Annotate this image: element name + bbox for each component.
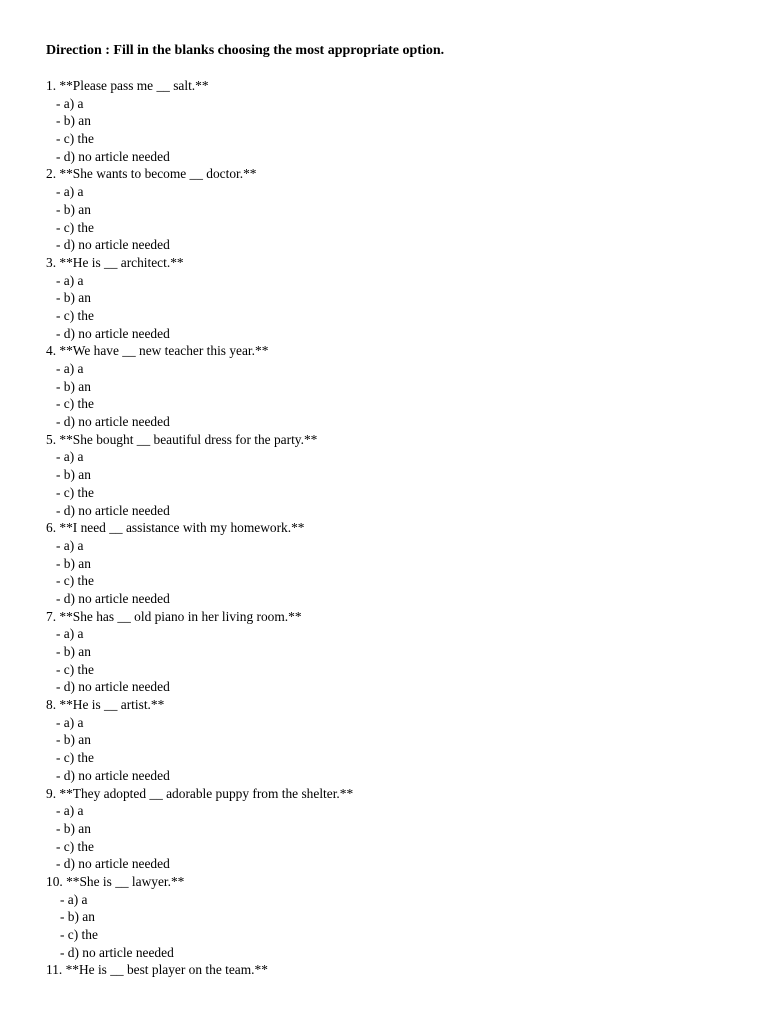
question-text: 1. **Please pass me __ salt.** bbox=[46, 78, 209, 93]
answer-option: - d) no article needed bbox=[56, 148, 170, 164]
question-item bbox=[46, 961, 748, 979]
answer-option: - c) the bbox=[56, 573, 94, 589]
answer-option: - b) an bbox=[56, 201, 91, 217]
answer-option: - c) the bbox=[56, 661, 94, 677]
answer-option: - a) a bbox=[56, 95, 84, 111]
answer-option: - c) the bbox=[56, 396, 94, 412]
answer-option: - c) the bbox=[56, 838, 94, 854]
answer-option: - a) a bbox=[56, 803, 84, 819]
answer-option: - b) an bbox=[56, 290, 91, 306]
answer-option: - a) a bbox=[56, 272, 84, 288]
question-text: 11. **He is __ best player on the team.** bbox=[46, 962, 268, 978]
document-page bbox=[46, 42, 748, 979]
answer-option: - d) no article needed bbox=[60, 944, 174, 960]
answer-option: - d) no article needed bbox=[56, 325, 170, 341]
question-item bbox=[46, 785, 748, 873]
answer-option: - a) a bbox=[60, 891, 88, 907]
answer-option: - c) the bbox=[56, 131, 94, 147]
question-text: 5. **She bought __ beautiful dress for the party.** bbox=[46, 431, 318, 447]
answer-option: - b) an bbox=[56, 820, 91, 836]
question-item bbox=[46, 342, 748, 430]
direction-heading: Direction : Fill in the blanks choosing the most appropriate option. bbox=[46, 43, 445, 58]
question-item bbox=[46, 519, 748, 607]
question-item bbox=[46, 696, 748, 784]
answer-option: - b) an bbox=[56, 467, 91, 483]
answer-option: - a) a bbox=[56, 449, 84, 465]
answer-option: - c) the bbox=[60, 927, 98, 942]
question-text: 10. **She is __ lawyer.** bbox=[46, 873, 185, 889]
answer-option: - a) a bbox=[56, 361, 84, 376]
answer-option: - d) no article needed bbox=[56, 502, 170, 518]
answer-option: - c) the bbox=[56, 307, 94, 323]
answer-option: - a) a bbox=[56, 626, 84, 642]
answer-option: - a) a bbox=[56, 184, 84, 200]
answer-option: - c) the bbox=[56, 219, 94, 235]
question-text: 2. **She wants to become __ doctor.** bbox=[46, 166, 257, 182]
answer-option: - d) no article needed bbox=[56, 767, 170, 783]
answer-option: - a) a bbox=[56, 537, 84, 553]
question-item bbox=[46, 254, 748, 342]
answer-option: - d) no article needed bbox=[56, 856, 170, 872]
answer-option: - b) an bbox=[56, 378, 91, 394]
answer-option: - d) no article needed bbox=[56, 237, 170, 253]
question-text: 3. **He is __ architect.** bbox=[46, 254, 184, 270]
answer-option: - d) no article needed bbox=[56, 679, 170, 695]
question-text: 6. **I need __ assistance with my homework.** bbox=[46, 520, 305, 536]
answer-option: - d) no article needed bbox=[56, 590, 170, 606]
answer-option: - b) an bbox=[60, 909, 95, 925]
question-item bbox=[46, 873, 748, 961]
question-item bbox=[46, 77, 748, 165]
question-item bbox=[46, 608, 748, 696]
question-text: 7. **She has __ old piano in her living room.** bbox=[46, 608, 302, 624]
question-list bbox=[46, 77, 748, 979]
question-item bbox=[46, 165, 748, 253]
answer-option: - d) no article needed bbox=[56, 414, 170, 430]
answer-option: - b) an bbox=[56, 732, 91, 748]
question-text: 4. **We have __ new teacher this year.** bbox=[46, 343, 269, 359]
answer-option: - b) an bbox=[56, 555, 91, 571]
question-text: 9. **They adopted __ adorable puppy from the shelter.** bbox=[46, 785, 354, 801]
answer-option: - b) an bbox=[56, 644, 91, 659]
answer-option: - c) the bbox=[56, 750, 94, 766]
answer-option: - b) an bbox=[56, 113, 91, 129]
question-item bbox=[46, 431, 748, 519]
question-text: 8. **He is __ artist.** bbox=[46, 697, 165, 713]
answer-option: - c) the bbox=[56, 484, 94, 500]
answer-option: - a) a bbox=[56, 714, 84, 730]
